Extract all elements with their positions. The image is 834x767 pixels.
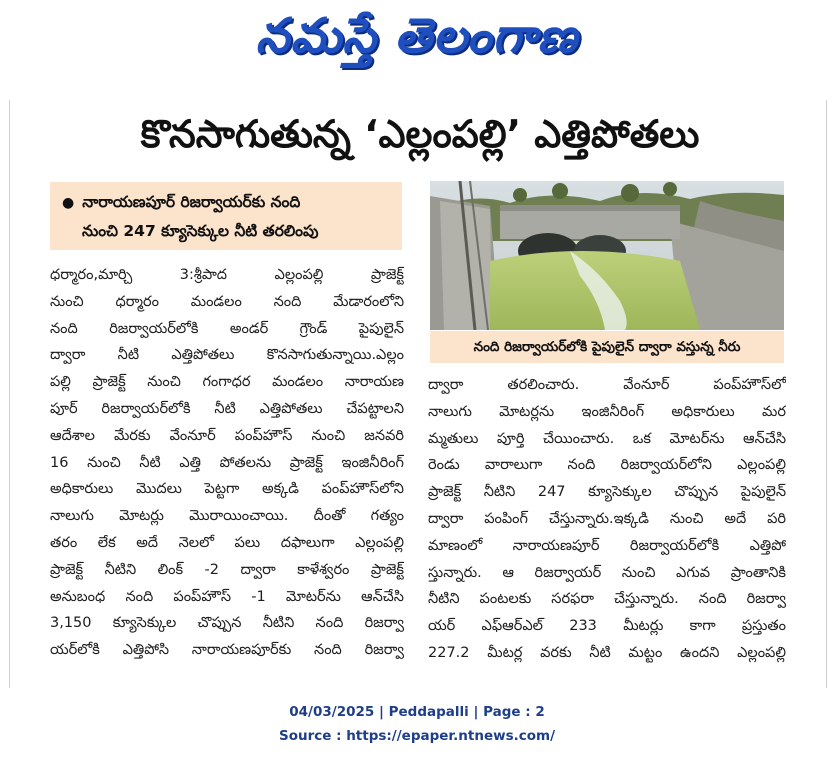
photo-caption: నంది రిజర్వాయర్‌లోకి పైపులైన్ ద్వారా వస్తున్న నీరు <box>430 331 784 363</box>
body-text-line: నీటిని పంటలకు సరఫరా చేస్తున్నారు. నంది రిజర్వా <box>428 591 786 608</box>
body-text-line: ద్వారా పంపింగ్ చేస్తున్నారు.ఇక్కడి నుంచి అదే పరి <box>428 510 786 527</box>
article-headline: కొనసాగుతున్న ‘ఎల్లంపల్లి’ ఎత్తిపోతలు <box>140 112 700 156</box>
body-text-line: ద్వారా నీటి ఎత్తిపోతలు కొనసాగుతున్నాయి.ఎల్లం <box>50 347 404 364</box>
body-text-line: యర్ ఎఫ్‌ఆర్‌ఎల్ 233 మీటర్లు కాగా ప్రస్తుతం <box>428 618 786 635</box>
bullet-icon: ● <box>62 195 75 211</box>
article-photo <box>430 181 784 330</box>
body-text-line: 3,150 క్యూసెక్కుల చొప్పున నీటిని నంది రిజర్వా <box>50 615 404 632</box>
body-text-line: ప్రాజెక్ట్ నీటిని 247 క్యూసెక్కుల చొప్పున పైపులైన్ <box>428 484 786 501</box>
deck-line-2: నుంచి 247 క్యూసెక్కుల నీటి తరలింపు <box>82 222 319 240</box>
footer-date-edition: 04/03/2025 | Peddapalli | Page : 2 <box>289 704 545 720</box>
masthead <box>0 0 834 78</box>
newspaper-logo: నమస్తే తెలంగాణ <box>255 8 579 64</box>
body-text-line: యర్‌లోకి ఎత్తిపోసి నారాయణపూర్‌కు నంది రిజర్వా <box>50 642 404 659</box>
body-text-line: అధికారులు మొదలు పెట్టగా అక్కడి పంప్‌హౌస్‌లోని <box>50 481 404 498</box>
page-footer <box>0 700 834 748</box>
body-text-line: నాలుగు మోటర్లు మొరాయించాయి. దీంతో గత్యం <box>50 508 404 525</box>
body-text-line: ద్వారా తరలించారు. వేంనూర్ పంప్‌హౌస్‌లో <box>428 377 786 393</box>
body-text-line: 16 నుంచి నీటి ఎత్తి పోతలను ప్రాజెక్ట్ ఇంజినీరింగ్ <box>50 454 404 471</box>
body-text-line: మ్మతులు పూర్తి చేయించారు. ఒక మోటర్‌ను ఆన్‌చేసి <box>428 430 786 447</box>
article-body-right-column <box>428 372 786 667</box>
body-text-line: ధర్మారం,మార్చి 3:శ్రీపాద ఎల్లంపల్లి ప్రాజెక్ట్ <box>50 267 404 283</box>
article-body-left-column <box>50 262 404 664</box>
body-text-line: నాలుగు మోటర్లను ఇంజినీరింగ్ అధికారులు మర <box>428 403 786 420</box>
body-text-line: ప్రాజెక్ట్ నీటిని లింక్ -2 ద్వారా కాళేశ్వరం ప్రాజెక్ట్ <box>50 561 404 578</box>
body-text-line: తరం లేక అదే నెలలో పలు దఫాలుగా ఎల్లంపల్లి <box>50 534 404 551</box>
canal-photo-image <box>430 181 784 330</box>
body-text-line: అనుబంధ నంది పంప్‌హౌస్ -1 మోటర్‌ను ఆన్‌చేసి <box>50 588 404 605</box>
body-text-line: మాణంలో నారాయణపూర్ రిజర్వాయర్‌లోకి ఎత్తిపో <box>428 537 786 554</box>
article-deck <box>50 182 402 250</box>
body-text-line: పల్లి ప్రాజెక్ట్ నుంచి గంగాధర మండలం నారాయణ <box>50 374 404 391</box>
footer-source: Source : https://epaper.ntnews.com/ <box>278 728 556 744</box>
body-text-line: రెండు వారాలుగా నంది రిజర్వాయర్‌లోని ఎల్లంపల్లి <box>428 457 786 474</box>
body-text-line: 227.2 మీటర్ల వరకు నీటి మట్టం ఉందని ఎల్లంపల్లి <box>428 644 786 661</box>
body-text-line: ఆదేశాల మేరకు వేంనూర్ పంప్‌హౌస్ నుంచి జనవరి <box>50 427 404 444</box>
body-text-line: పూర్ రిజర్వాయర్‌లోకి నీటి ఎత్తిపోతలు చేపట్టాలని <box>50 400 404 417</box>
body-text-line: స్తున్నారు. ఆ రిజర్వాయర్ నుంచి ఎగువ ప్రాంతానికి <box>428 564 786 581</box>
deck-line-1 <box>62 188 392 217</box>
body-text-line: నంది రిజర్వాయర్‌లోకి అండర్ గ్రౌండ్ పైపులైన్ <box>50 320 404 337</box>
deck-text-1: నారాయణపూర్ రిజర్వాయర్‌కు నంది <box>82 193 301 211</box>
body-text-line: నుంచి ధర్మారం మండలం నంది మేడారంలోని <box>50 293 404 310</box>
